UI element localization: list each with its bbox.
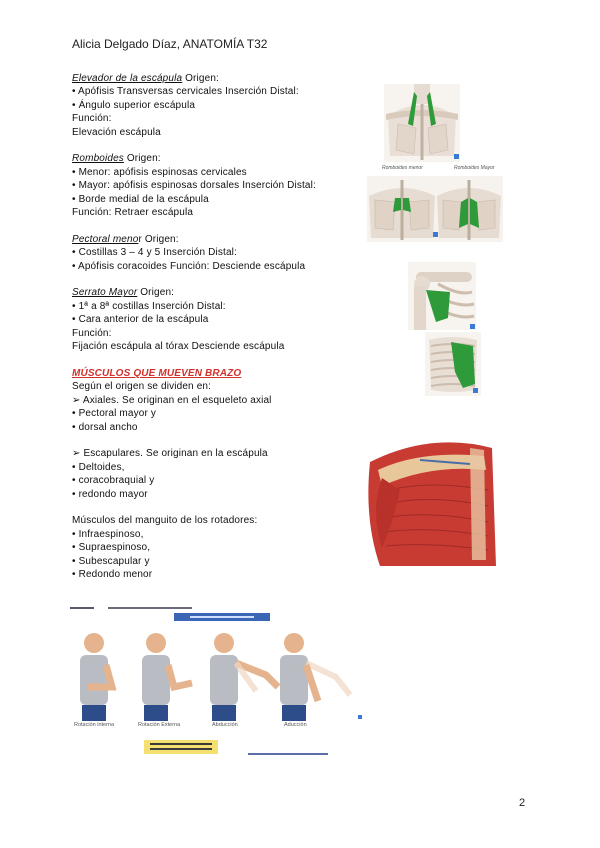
text-line: • dorsal ancho xyxy=(72,421,138,433)
section-brazo-title: MÚSCULOS QUE MUEVEN BRAZO xyxy=(72,367,242,379)
text-line: • Ángulo superior escápula xyxy=(72,99,196,111)
text-column xyxy=(72,72,372,581)
text-line: • Mayor: apófisis espinosas dorsales Inserción Distal: xyxy=(72,180,316,192)
caption-romboides-menor: Romboides menor xyxy=(382,165,423,171)
text-line: Según el origen se dividen en: xyxy=(72,381,212,393)
section-title-suffix: Origen: xyxy=(123,153,161,165)
section-title: Pectoral meno xyxy=(72,233,139,245)
caption-romboides-mayor: Romboides Mayor xyxy=(454,165,495,171)
section-title-suffix: Origen: xyxy=(137,287,175,299)
elevador-escapula-figure xyxy=(384,84,460,162)
text-line: Función: xyxy=(72,113,112,125)
section-elevador-heading xyxy=(72,72,372,85)
section-title: Elevador de la escápula xyxy=(72,73,183,84)
caption-abduccion: Abducción xyxy=(212,722,238,728)
text-line: Elevación escápula xyxy=(72,126,161,138)
romboides-figure xyxy=(367,176,503,242)
text-line: • Borde medial de la escápula xyxy=(72,193,209,205)
text-line: ➢ Axiales. Se originan en el esqueleto axial xyxy=(72,394,272,406)
caption-rotacion-externa: Rotación Externa xyxy=(138,722,181,728)
section-serrato-heading xyxy=(72,286,372,299)
section-romboides-heading xyxy=(72,152,372,165)
text-line: Fijación escápula al tórax Desciende escápula xyxy=(72,341,285,353)
text-line: • Redondo menor xyxy=(72,568,153,580)
text-line: • Apófisis coracoides Función: Desciende escápula xyxy=(72,260,306,272)
text-line: • 1ª a 8ª costillas Inserción Distal: xyxy=(72,300,226,312)
pectoral-menor-figure xyxy=(408,262,476,330)
section-title-suffix: Origen: xyxy=(182,73,219,84)
section-title: Romboides xyxy=(72,153,124,165)
text-line: Función: Retraer escápula xyxy=(72,207,194,219)
text-line: • Cara anterior de la escápula xyxy=(72,314,209,326)
caption-aduccion: Aducción xyxy=(284,722,307,728)
text-line: • Infraespinoso, xyxy=(72,528,144,540)
arm-movements-figure xyxy=(70,605,362,757)
page-number: 2 xyxy=(519,797,526,809)
text-line: • Costillas 3 – 4 y 5 Inserción Distal: xyxy=(72,247,237,259)
text-line: • Menor: apófisis espinosas cervicales xyxy=(72,166,247,178)
section-title-suffix: r Origen: xyxy=(138,233,179,245)
text-line: • Pectoral mayor y xyxy=(72,408,157,420)
text-line: ➢ Escapulares. Se originan en la escápula xyxy=(72,448,268,460)
shoulder-muscles-figure xyxy=(360,430,500,570)
text-line: Función: xyxy=(72,327,112,339)
section-title: Serrato Mayor xyxy=(72,287,138,299)
text-line: • Subescapular y xyxy=(72,555,150,567)
caption-rotacion-interna: Rotación interna xyxy=(74,722,115,728)
text-line: • coracobraquial y xyxy=(72,475,155,487)
text-line: • redondo mayor xyxy=(72,488,148,500)
text-line: • Supraespinoso, xyxy=(72,542,151,554)
document-header: Alicia Delgado Díaz, ANATOMÍA T32 xyxy=(72,37,268,51)
section-pectoral-heading xyxy=(72,233,372,246)
text-line: • Apófisis Transversas cervicales Inserción Distal: xyxy=(72,86,299,98)
serrato-mayor-figure xyxy=(425,332,481,396)
text-line: • Deltoides, xyxy=(72,461,125,473)
text-line: Músculos del manguito de los rotadores: xyxy=(72,515,258,527)
